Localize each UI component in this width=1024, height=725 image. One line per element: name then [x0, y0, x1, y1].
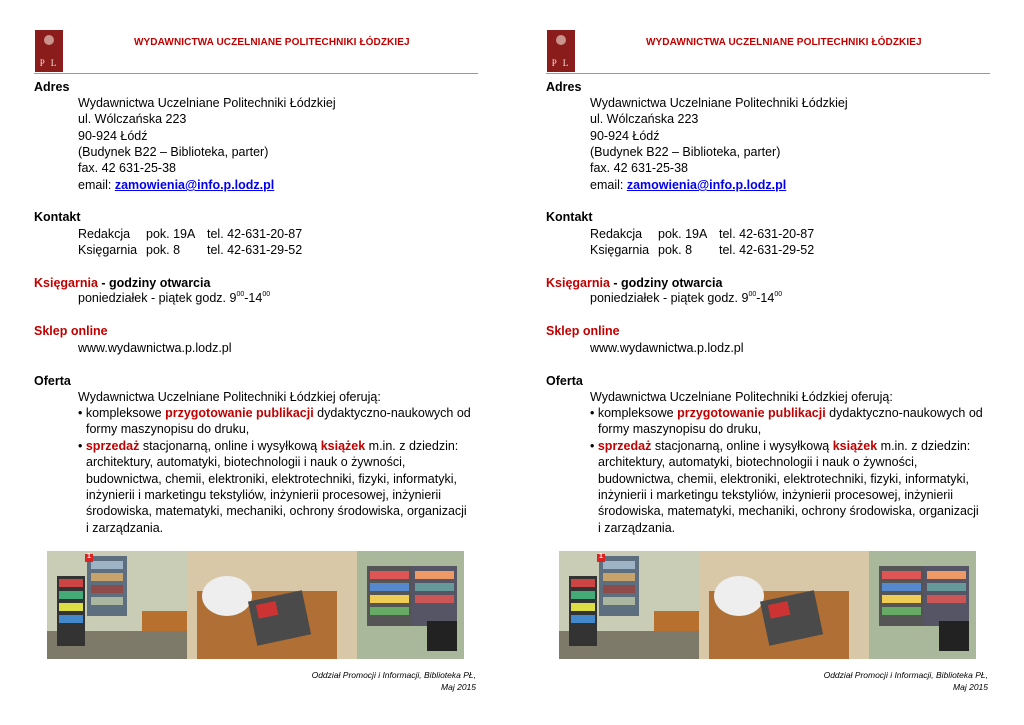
adres-line: 90-924 Łódź: [590, 129, 660, 143]
footer-line: Oddział Promocji i Informacji, Biblioteka PŁ,: [311, 670, 476, 680]
adres-line: Wydawnictwa Uczelniane Politechniki Łódzkiej: [590, 96, 848, 110]
ksiegarnia-heading: [34, 276, 210, 290]
email-label: email:: [78, 178, 115, 192]
adres-line: (Budynek B22 – Biblioteka, parter): [590, 145, 781, 159]
oferta-bullet: • sprzedaż stacjonarną, online i wysyłkową książek m.in. z dziedzin:: [78, 439, 459, 453]
adres-heading: Adres: [546, 80, 582, 94]
oferta-intro: Wydawnictwa Uczelniane Politechniki Łódzkiej oferują:: [78, 390, 381, 404]
ksiegarnia-heading-red: Księgarnia: [34, 276, 98, 290]
bullet-continuation: formy maszynopisu do druku,: [86, 422, 250, 436]
oferta-heading: Oferta: [34, 374, 71, 388]
hours-sup: 00: [262, 290, 271, 298]
email-row: [78, 178, 274, 192]
adres-line: fax. 42 631-25-38: [78, 161, 176, 175]
photo-badge: 1: [87, 553, 91, 560]
sklep-url[interactable]: www.wydawnictwa.p.lodz.pl: [78, 341, 232, 355]
footer-date: Maj 2015: [441, 682, 476, 692]
kontakt-tel: tel. 42-631-29-52: [207, 243, 303, 257]
bookstore-photo: [47, 551, 464, 659]
email-row: [590, 178, 786, 192]
bullet-highlight: książek: [832, 439, 878, 453]
bookstore-photo-drawing: [559, 551, 976, 659]
kontakt-heading: Kontakt: [546, 210, 593, 224]
hours-text: poniedziałek - piątek godz. 9: [590, 291, 749, 305]
bullet-continuation: środowiska, matematyki, mechaniki, ochrony środowiska, organizacji: [86, 504, 467, 518]
hours-sup: 00: [748, 290, 757, 298]
header-title: WYDAWNICTWA UCZELNIANE POLITECHNIKI ŁÓDZKIEJ: [134, 37, 410, 48]
pl-logo: [35, 30, 63, 72]
bullet-continuation: i zarządzania.: [598, 521, 676, 535]
bullet-text: kompleksowe: [85, 406, 166, 420]
hours-sup: 00: [236, 290, 245, 298]
adres-line: (Budynek B22 – Biblioteka, parter): [78, 145, 269, 159]
hours-end: -14: [756, 291, 775, 305]
bullet-text: dydaktyczno-naukowych od: [825, 406, 983, 420]
kontakt-name: Księgarnia: [78, 243, 138, 257]
bullet-text: stacjonarną, online i wysyłkową: [139, 439, 321, 453]
bullet-continuation: architektury, automatyki, biotechnologii i nauk o żywności,: [598, 455, 918, 469]
crest-icon: [44, 35, 54, 45]
email-link[interactable]: zamowienia@info.p.lodz.pl: [114, 178, 275, 192]
bullet-continuation: formy maszynopisu do druku,: [598, 422, 762, 436]
bullet-text: m.in. z dziedzin:: [365, 439, 459, 453]
hours-text: poniedziałek - piątek godz. 9: [78, 291, 237, 305]
kontakt-room: pok. 19A: [146, 227, 196, 241]
bullet-continuation: inżynierii i marketingu tekstyliów, inżynierii procesowej, inżynierii: [598, 488, 953, 502]
adres-line: 90-924 Łódź: [78, 129, 148, 143]
opening-hours: [78, 291, 270, 305]
oferta-heading: Oferta: [546, 374, 583, 388]
bullet-continuation: architektury, automatyki, biotechnologii i nauk o żywności,: [86, 455, 406, 469]
bullet-continuation: budownictwa, chemii, elektroniki, elektrotechniki, fizyki, informatyki,: [86, 472, 457, 486]
header-divider: [34, 73, 478, 74]
adres-line: Wydawnictwa Uczelniane Politechniki Łódzkiej: [78, 96, 336, 110]
bookstore-photo: [559, 551, 976, 659]
adres-line: ul. Wólczańska 223: [590, 112, 699, 126]
header-divider: [546, 73, 990, 74]
footer: [312, 669, 476, 693]
bullet-continuation: budownictwa, chemii, elektroniki, elektrotechniki, fizyki, informatyki,: [598, 472, 969, 486]
crest-icon: [556, 35, 566, 45]
kontakt-tel: tel. 42-631-20-87: [207, 227, 303, 241]
oferta-bullet: • sprzedaż stacjonarną, online i wysyłkową książek m.in. z dziedzin:: [590, 439, 971, 453]
oferta-bullet: • kompleksowe przygotowanie publikacji dydaktyczno-naukowych od: [78, 406, 471, 420]
adres-heading: Adres: [34, 80, 70, 94]
kontakt-tel: tel. 42-631-29-52: [719, 243, 815, 257]
bullet-continuation: środowiska, matematyki, mechaniki, ochrony środowiska, organizacji: [598, 504, 979, 518]
bullet-highlight: przygotowanie publikacji: [677, 406, 826, 420]
footer: [824, 669, 988, 693]
oferta-intro: Wydawnictwa Uczelniane Politechniki Łódzkiej oferują:: [590, 390, 893, 404]
photo-badge: 1: [599, 553, 603, 560]
bullet-continuation: inżynierii i marketingu tekstyliów, inżynierii procesowej, inżynierii: [86, 488, 441, 502]
kontakt-tel: tel. 42-631-20-87: [719, 227, 815, 241]
hours-end: -14: [244, 291, 263, 305]
bullet-highlight: książek: [320, 439, 366, 453]
bullet-continuation: i zarządzania.: [86, 521, 164, 535]
bullet-text: m.in. z dziedzin:: [877, 439, 971, 453]
kontakt-room: pok. 19A: [658, 227, 708, 241]
adres-line: fax. 42 631-25-38: [590, 161, 688, 175]
bullet-text: kompleksowe: [597, 406, 678, 420]
kontakt-room: pok. 8: [658, 243, 693, 257]
pl-logo: [547, 30, 575, 72]
sklep-url[interactable]: www.wydawnictwa.p.lodz.pl: [590, 341, 744, 355]
email-link[interactable]: zamowienia@info.p.lodz.pl: [626, 178, 787, 192]
bullet-text: dydaktyczno-naukowych od: [313, 406, 471, 420]
leaflet-page-right: [512, 0, 1024, 725]
bullet-highlight: sprzedaż: [85, 439, 140, 453]
oferta-bullet: • kompleksowe przygotowanie publikacji dydaktyczno-naukowych od: [590, 406, 983, 420]
kontakt-name: Redakcja: [590, 227, 643, 241]
kontakt-name: Redakcja: [78, 227, 131, 241]
bookstore-photo-drawing: [47, 551, 464, 659]
hours-sup: 00: [774, 290, 783, 298]
opening-hours: [590, 291, 782, 305]
ksiegarnia-heading-rest: - godziny otwarcia: [97, 276, 211, 290]
bullet-highlight: sprzedaż: [597, 439, 652, 453]
adres-line: ul. Wólczańska 223: [78, 112, 187, 126]
logo-text: P L: [39, 58, 59, 68]
footer-date: Maj 2015: [953, 682, 988, 692]
ksiegarnia-heading-rest: - godziny otwarcia: [609, 276, 723, 290]
ksiegarnia-heading-red: Księgarnia: [546, 276, 610, 290]
email-label: email:: [590, 178, 627, 192]
logo-text: P L: [551, 58, 571, 68]
bullet-text: stacjonarną, online i wysyłkową: [651, 439, 833, 453]
ksiegarnia-heading: [546, 276, 722, 290]
sklep-heading: Sklep online: [34, 324, 108, 338]
kontakt-name: Księgarnia: [590, 243, 650, 257]
kontakt-heading: Kontakt: [34, 210, 81, 224]
header-title: WYDAWNICTWA UCZELNIANE POLITECHNIKI ŁÓDZKIEJ: [646, 37, 922, 48]
footer-line: Oddział Promocji i Informacji, Biblioteka PŁ,: [823, 670, 988, 680]
kontakt-room: pok. 8: [146, 243, 181, 257]
bullet-highlight: przygotowanie publikacji: [165, 406, 314, 420]
sklep-heading: Sklep online: [546, 324, 620, 338]
